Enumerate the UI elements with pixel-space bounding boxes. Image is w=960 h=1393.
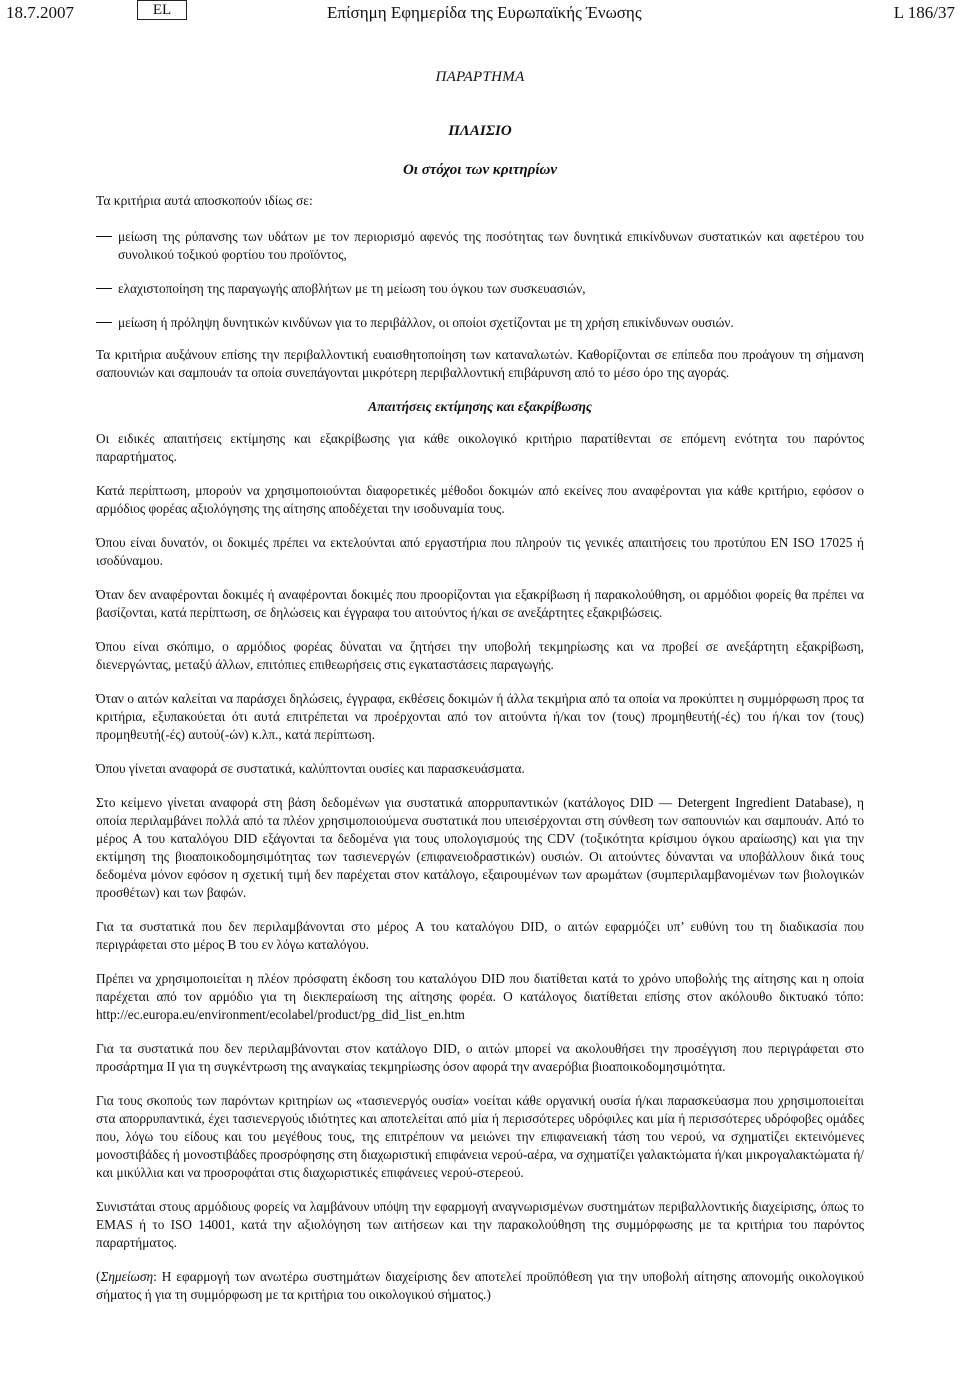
frame-subtitle: Οι στόχοι των κριτηρίων [402,162,558,178]
bullet-text: ελαχιστοποίηση της παραγωγής αποβλήτων με τη μείωση του όγκου των συσκευασιών, [118,281,586,296]
paragraph: Για τα συστατικά που δεν περιλαμβάνονται στο μέρος A του καταλόγου DID, ο αιτών εφαρμόζει υπ’ ευθύνη του τη διαδικασία που περιγράφεται στο μέρος B του εν λόγω καταλόγου. [96,919,864,952]
bullet-item [96,228,864,264]
paragraph-surfactant-definition: Για τους σκοπούς των παρόντων κριτηρίων ως «τασιενεργός ουσία» νοείται κάθε οργανική ουσία ή/και παρασκεύασμα που χρησιμοποιείται στα απορρυπαντικά, έχει τασιενεργούς ιδιότητες και αποτελείται από μία ή περισσότερες υδρόφιλες και μία ή περισσότερες υδρόφοβες ομάδες που, λόγω του είδους και του μεγέθους τους, της επιτρέπουν να μειώνει την επιφανειακή τάση του νερού, να σχηματίζει εκτεινόμενες μονοστιβάδες ή μονοστιβάδες προσρόφησης στη διαχωριστική επιφάνεια νερού-αέρα, να σχηματίζει γαλακτώματα ή/και μικρογαλακτώματα ή/και μικύλλια και να προσροφάται στις διαχωριστικές επιφάνειες νερού-στερεού. [96,1093,864,1180]
bullet-item [96,314,864,332]
header-page-number: L 186/37 [893,3,955,22]
note-open: ( [96,1269,101,1284]
dash-icon [96,314,118,332]
paragraph-did-database: Στο κείμενο γίνεται αναφορά στη βάση δεδομένων για συστατικά απορρυπαντικών (κατάλογος DID — Detergent Ingredient Database), η οποία περιλαμβάνει πολλά από τα πλέον χρησιμοποιούμενα συστατικά που υπεισέρχονται στη σύνθεση των σαπουνιών και σαμπουάν. Από το μέρος A του καταλόγου DID εξάγονται τα δεδομένα για τους υπολογισμούς της CDV (τοξικότητα κρίσιμου όγκου αραίωσης) και για την εκτίμηση της βιοαποικοδομησιμότητας των τασιενεργών (επιφανειοδραστικών) ουσιών. Οι αιτούντες δύνανται να υποβάλλουν δικά τους δεδομένα μόνον εφόσον η σχετική τιμή δεν παρέχεται στον κατάλογο, εξαιρουμένων των αρωμάτων (συμπεριλαμβανομένων των βιολογικών προσθέτων) και των βαφών. [96,795,864,900]
note-label: Σημείωση [100,1269,154,1284]
paragraph: Όταν δεν αναφέρονται δοκιμές ή αναφέρονται δοκιμές που προορίζονται για εξακρίβωση ή παρακολούθηση, οι αρμόδιοι φορείς θα πρέπει να βασίζονται, κατά περίπτωση, σε δηλώσεις και έγγραφα του αιτούντος ή/και σε ανεξάρτητες εξακριβώσεις. [96,587,864,620]
document-body [96,228,864,1320]
note-text: : Η εφαρμογή των ανωτέρω συστημάτων διαχείρισης δεν αποτελεί προϋπόθεση για την υποβολή αίτησης απονομής οικολογικού σήματος ή για τη συμμόρφωση με τα κριτήρια του οικολογικού σήματος.) [96,1269,864,1302]
section-title: Απαιτήσεις εκτίμησης και εξακρίβωσης [368,399,592,414]
header-date: 18.7.2007 [6,3,74,22]
dash-icon [96,280,118,298]
paragraph: Οι ειδικές απαιτήσεις εκτίμησης και εξακρίβωσης για κάθε οικολογικό κριτήριο παρατίθενται σε επόμενη ενότητα του παρόντος παραρτήματος. [96,431,864,464]
note-paragraph [96,1268,864,1304]
paragraph-awareness: Τα κριτήρια αυξάνουν επίσης την περιβαλλοντική ευαισθητοποίηση των καταναλωτών. Καθορίζονται σε επίπεδα που προάγουν τη σήμανση σαπουνιών και σαμπουάν τα οποία συνεπάγονται μικρότερη περιβαλλοντική επιβάρυνση από το μέσο όρο της αγοράς. [96,347,864,380]
bullet-text: μείωση της ρύπανσης των υδάτων με τον περιορισμό αφενός της ποσότητας των δυνητικά επικίνδυνων συστατικών και αφετέρου του συνολικού τοξικού φορτίου του προϊόντος, [118,229,864,262]
paragraph-did-url: Πρέπει να χρησιμοποιείται η πλέον πρόσφατη έκδοση του καταλόγου DID που διατίθεται κατά το χρόνο υποβολής της αίτησης και η οποία παρέχεται από τον αρμόδιο για τη διεκπεραίωση της αίτησης φορέα. Ο κατάλογος διατίθεται επίσης στον ακόλουθο δικτυακό τόπο: http://ec.europa.eu/environment/ecolabel/product/pg_did_list_en.htm [96,971,864,1022]
intro-text: Τα κριτήρια αυτά αποσκοπούν ιδίως σε: [96,193,313,208]
paragraph: Όπου είναι δυνατόν, οι δοκιμές πρέπει να εκτελούνται από εργαστήρια που πληρούν τις γενικές απαιτήσεις του προτύπου EN ISO 17025 ή ισοδύναμου. [96,535,864,568]
paragraph: Συνιστάται στους αρμόδιους φορείς να λαμβάνουν υπόψη την εφαρμογή αναγνωρισμένων συστημάτων περιβαλλοντικής διαχείρισης, όπως το EMAS ή το ISO 14001, κατά την αξιολόγηση των αιτήσεων και την παρακολούθηση της συμμόρφωσης με τα κριτήρια του παρόντος παραρτήματος. [96,1199,864,1250]
bullet-item [96,280,864,298]
annex-title: ΠΑΡΑΡΤΗΜΑ [435,69,525,85]
paragraph: Όταν ο αιτών καλείται να παράσχει δηλώσεις, έγγραφα, εκθέσεις δοκιμών ή άλλα τεκμήρια από τα οποία να προκύπτει η συμμόρφωση προς τα κριτήρια, εξυπακούεται ότι αυτά επιτρέπεται να προέρχονται από τον αιτούντα ή/και τον (τους) προμηθευτή(-ές) του ή/και τον (τους) προμηθευτή(-ές) αυτού(-ών) κ.λπ., κατά περίπτωση. [96,691,864,742]
paragraph: Για τα συστατικά που δεν περιλαμβάνονται στον κατάλογο DID, ο αιτών μπορεί να ακολουθήσει την προσέγγιση που περιγράφεται στο προσάρτημα II για τη συγκέντρωση της αναγκαίας τεκμηρίωσης όσον αφορά την αναερόβια βιοαποικοδομησιμότητα. [96,1041,864,1074]
frame-title: ΠΛΑΙΣΙΟ [448,123,512,139]
dash-icon [96,228,118,264]
paragraph: Όπου γίνεται αναφορά σε συστατικά, καλύπτονται ουσίες και παρασκευάσματα. [96,761,525,776]
bullet-text: μείωση ή πρόληψη δυνητικών κινδύνων για το περιβάλλον, οι οποίοι σχετίζονται με τη χρήση επικίνδυνων ουσιών. [118,315,734,330]
header-language-box: EL [137,0,187,20]
paragraph: Όπου είναι σκόπιμο, ο αρμόδιος φορέας δύναται να ζητήσει την υποβολή τεκμηρίωσης και να προβεί σε ανεξάρτητη εξακρίβωση, διενεργώντας, μεταξύ άλλων, επιτόπιες επιθεωρήσεις στις εγκαταστάσεις παραγωγής. [96,639,864,672]
paragraph: Κατά περίπτωση, μπορούν να χρησιμοποιούνται διαφορετικές μέθοδοι δοκιμών από εκείνες που αναφέρονται για κάθε κριτήριο, εφόσον ο αρμόδιος φορέας αξιολόγησης της αίτησης αποδέχεται την ισοδυναμία τους. [96,483,864,516]
header-journal-title: Επίσημη Εφημερίδα της Ευρωπαϊκής Ένωσης [327,3,642,22]
